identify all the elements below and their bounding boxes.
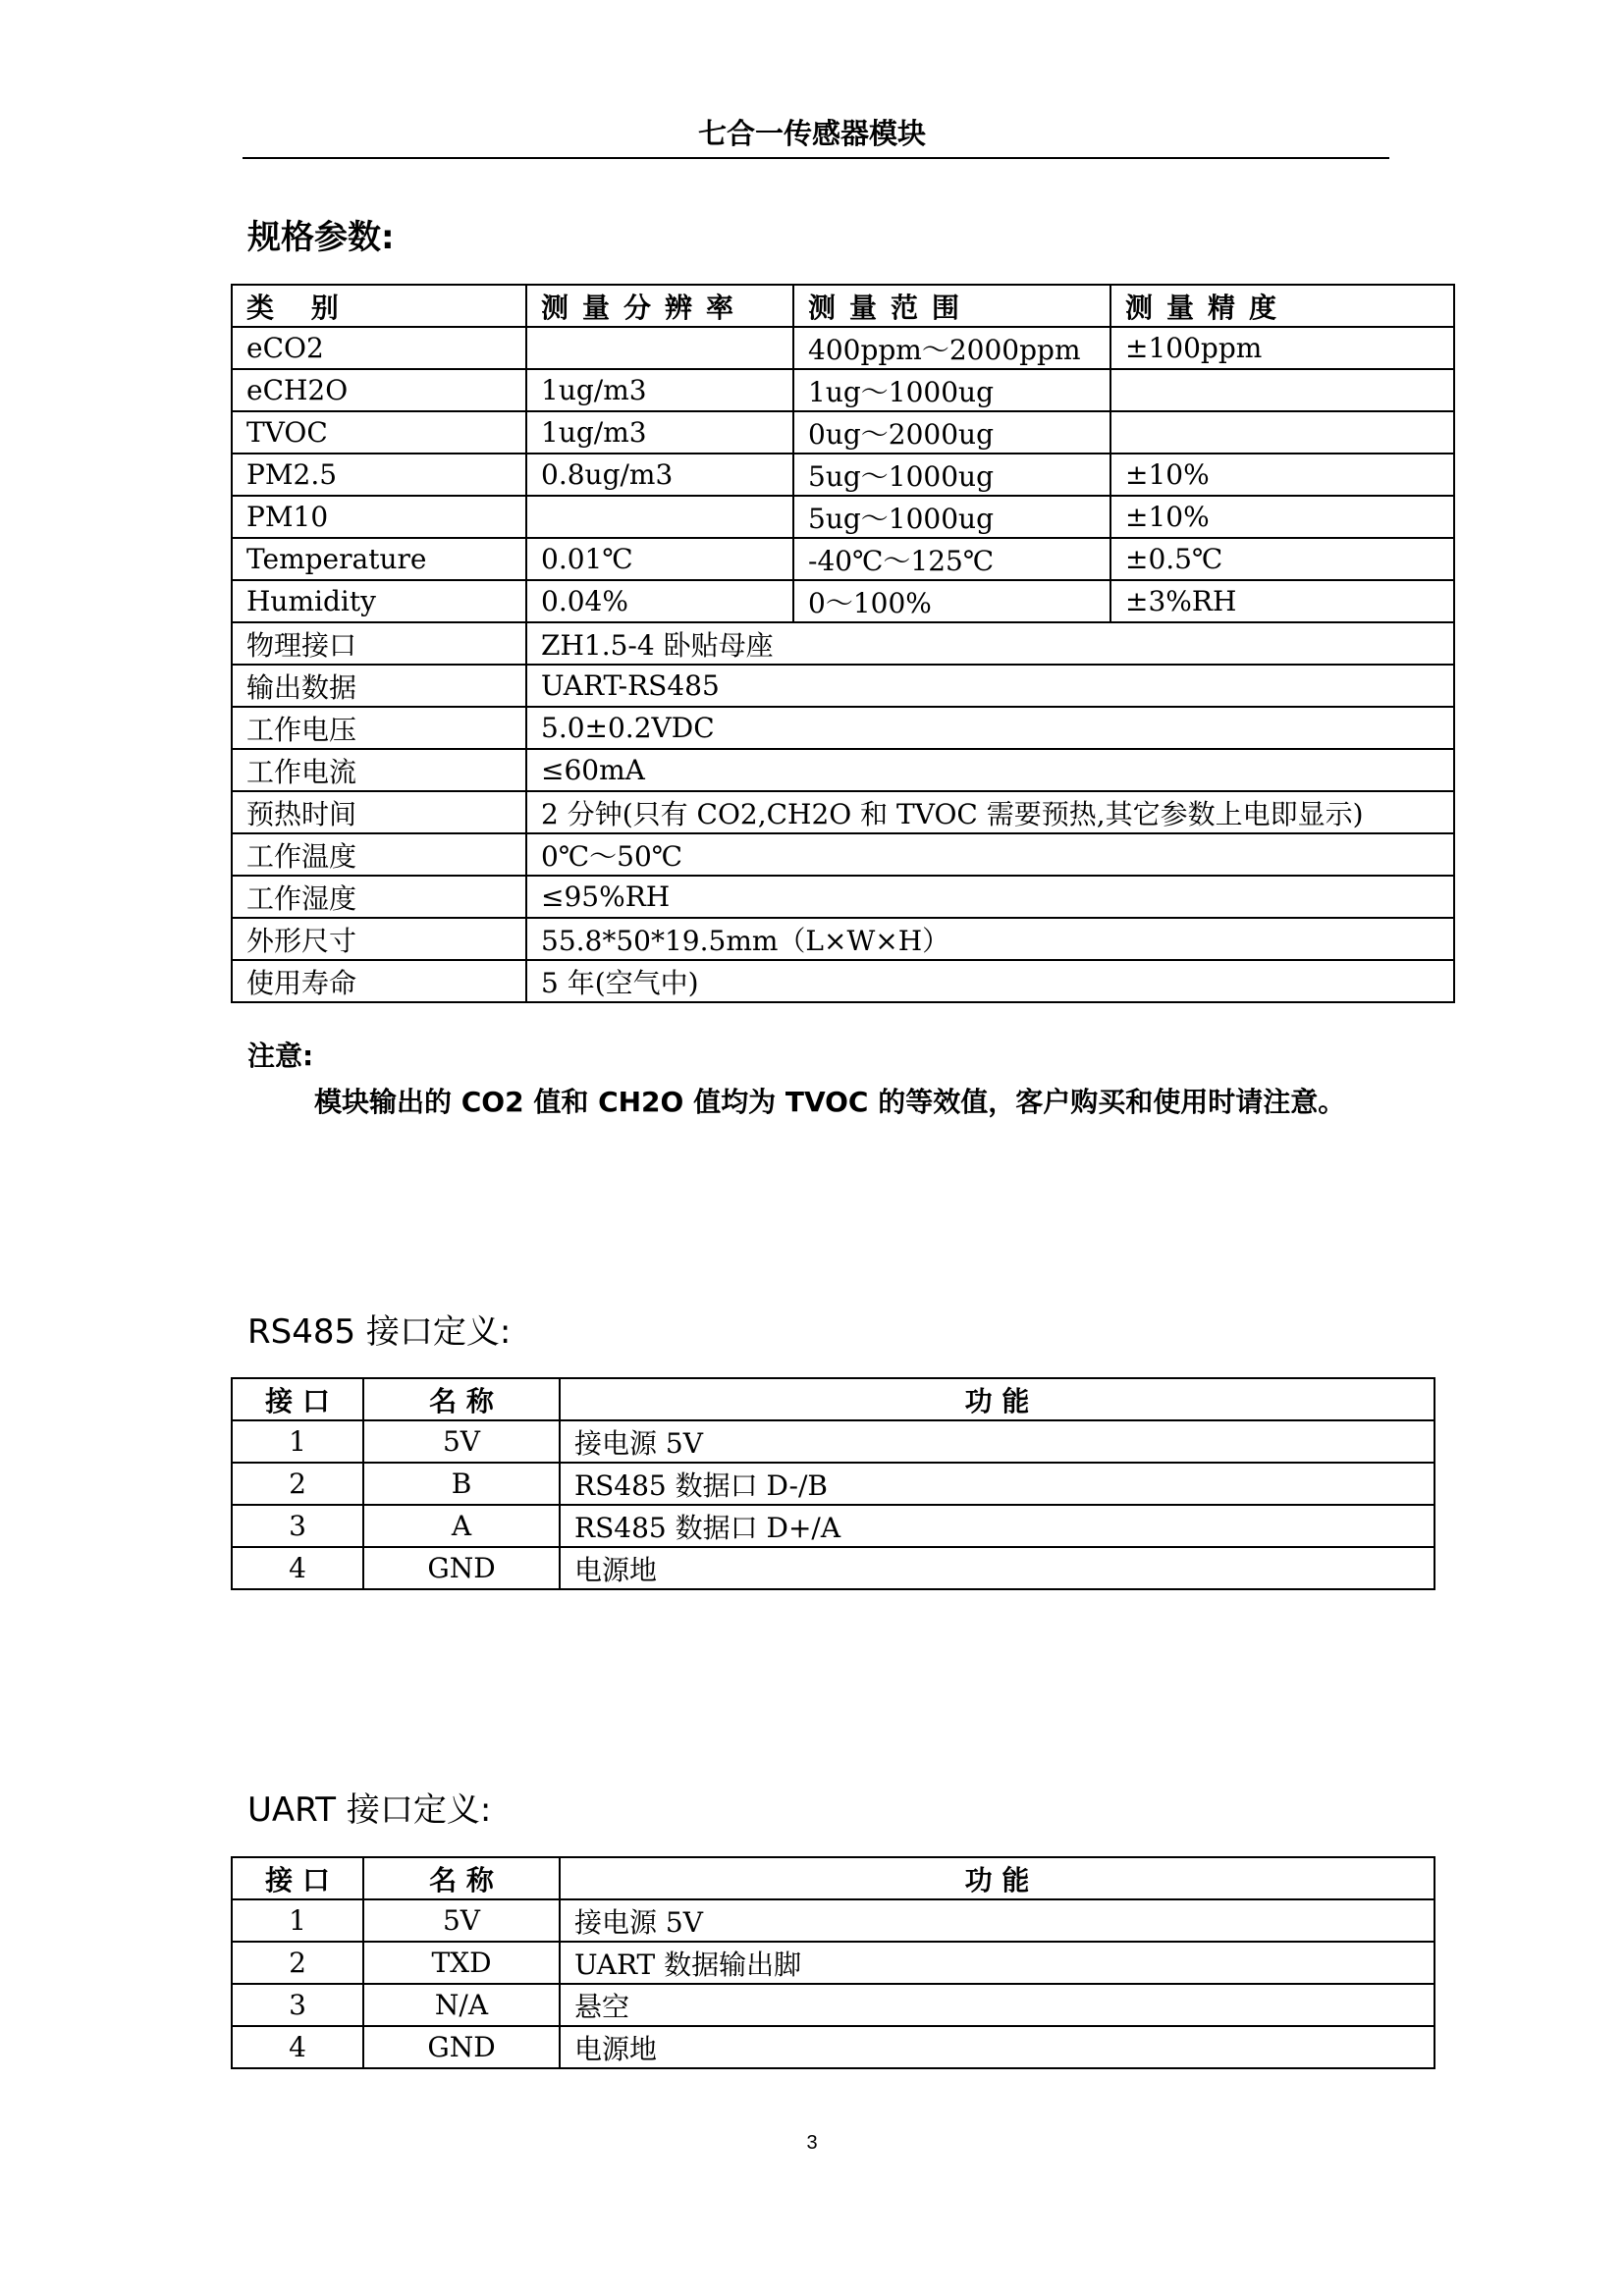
uart-col-name: 名 称 (363, 1857, 560, 1899)
table-cell: RS485 数据口 D-/B (560, 1463, 1435, 1505)
table-cell: RS485 数据口 D+/A (560, 1505, 1435, 1547)
table-row (232, 918, 1454, 960)
table-cell: ±3%RH (1110, 580, 1454, 622)
table-row (232, 1420, 1435, 1463)
rs485-table (231, 1377, 1435, 1590)
table-row (232, 1899, 1435, 1942)
table-cell (1110, 411, 1454, 454)
table-cell: Temperature (232, 538, 526, 580)
table-cell: 400ppm～2000ppm (793, 327, 1110, 369)
rs485-col-function: 功 能 (560, 1378, 1435, 1420)
specs-col-resolution: 测量分辨率 (526, 285, 793, 327)
table-row (232, 665, 1454, 707)
table-cell: ≤60mA (526, 749, 1454, 791)
table-cell: 0.8ug/m3 (526, 454, 793, 496)
table-row (232, 1547, 1435, 1589)
table-cell: ±100ppm (1110, 327, 1454, 369)
table-cell: 工作电压 (232, 707, 526, 749)
table-row (232, 496, 1454, 538)
table-cell: 5ug～1000ug (793, 496, 1110, 538)
table-row (232, 411, 1454, 454)
table-cell: 0.01℃ (526, 538, 793, 580)
table-cell: GND (363, 1547, 560, 1589)
table-cell: GND (363, 2026, 560, 2068)
table-row (232, 1463, 1435, 1505)
table-cell: Humidity (232, 580, 526, 622)
uart-col-function: 功 能 (560, 1857, 1435, 1899)
table-cell: 物理接口 (232, 622, 526, 665)
table-cell: 0.04% (526, 580, 793, 622)
table-row (232, 833, 1454, 876)
rs485-col-pin: 接 口 (232, 1378, 363, 1420)
specs-col-accuracy: 测量精度 (1110, 285, 1454, 327)
table-cell: 悬空 (560, 1984, 1435, 2026)
table-cell: 3 (232, 1984, 363, 2026)
table-row (232, 749, 1454, 791)
table-cell (1110, 369, 1454, 411)
table-cell: 1 (232, 1899, 363, 1942)
page-number: 3 (806, 2132, 818, 2154)
specs-table (231, 284, 1455, 1003)
table-cell: TXD (363, 1942, 560, 1984)
table-cell: 3 (232, 1505, 363, 1547)
table-cell: A (363, 1505, 560, 1547)
table-cell: 接电源 5V (560, 1899, 1435, 1942)
table-row (232, 960, 1454, 1002)
table-cell: 0～100% (793, 580, 1110, 622)
table-row (232, 327, 1454, 369)
table-cell: 0℃～50℃ (526, 833, 1454, 876)
specs-col-category: 类 别 (232, 285, 526, 327)
table-cell (526, 496, 793, 538)
table-row (232, 454, 1454, 496)
specs-header-row (232, 285, 1454, 327)
table-cell: 1 (232, 1420, 363, 1463)
note-label: 注意: (247, 1040, 314, 1072)
table-cell: eCO2 (232, 327, 526, 369)
table-cell: 1ug～1000ug (793, 369, 1110, 411)
table-cell: ZH1.5-4 卧贴母座 (526, 622, 1454, 665)
table-cell: 工作电流 (232, 749, 526, 791)
table-cell: 输出数据 (232, 665, 526, 707)
table-cell: 使用寿命 (232, 960, 526, 1002)
table-cell: UART 数据输出脚 (560, 1942, 1435, 1984)
table-row (232, 580, 1454, 622)
table-cell: 2 (232, 1463, 363, 1505)
note-text: 模块输出的 CO2 值和 CH2O 值均为 TVOC 的等效值，客户购买和使用时请注意。 (314, 1086, 1346, 1118)
table-row (232, 538, 1454, 580)
table-cell: -40℃～125℃ (793, 538, 1110, 580)
table-cell: 55.8*50*19.5mm（L×W×H） (526, 918, 1454, 960)
table-cell: ≤95%RH (526, 876, 1454, 918)
table-cell: 4 (232, 1547, 363, 1589)
table-cell: ±0.5℃ (1110, 538, 1454, 580)
table-row (232, 622, 1454, 665)
table-cell: 外形尺寸 (232, 918, 526, 960)
rs485-col-name: 名 称 (363, 1378, 560, 1420)
rs485-header-row (232, 1378, 1435, 1420)
table-row (232, 1505, 1435, 1547)
table-cell: 4 (232, 2026, 363, 2068)
specs-section-title: 规格参数: (247, 218, 395, 257)
table-cell: ±10% (1110, 496, 1454, 538)
table-cell: UART-RS485 (526, 665, 1454, 707)
table-cell: 5V (363, 1899, 560, 1942)
table-cell: N/A (363, 1984, 560, 2026)
table-row (232, 2026, 1435, 2068)
page-header-title: 七合一传感器模块 (697, 117, 926, 150)
table-cell: 电源地 (560, 1547, 1435, 1589)
table-cell: 工作温度 (232, 833, 526, 876)
table-cell: 电源地 (560, 2026, 1435, 2068)
table-cell: TVOC (232, 411, 526, 454)
table-row (232, 1984, 1435, 2026)
header-divider (243, 157, 1389, 159)
uart-col-pin: 接 口 (232, 1857, 363, 1899)
table-row (232, 707, 1454, 749)
rs485-section-title: RS485 接口定义: (247, 1312, 512, 1352)
table-cell: 2 (232, 1942, 363, 1984)
table-cell: 5ug～1000ug (793, 454, 1110, 496)
table-row (232, 876, 1454, 918)
table-cell (526, 327, 793, 369)
table-cell: PM10 (232, 496, 526, 538)
table-cell: PM2.5 (232, 454, 526, 496)
table-cell: 0ug～2000ug (793, 411, 1110, 454)
table-cell: 接电源 5V (560, 1420, 1435, 1463)
table-cell: 1ug/m3 (526, 411, 793, 454)
uart-table (231, 1856, 1435, 2069)
table-cell: 5V (363, 1420, 560, 1463)
table-cell: 5 年(空气中) (526, 960, 1454, 1002)
table-row (232, 1942, 1435, 1984)
table-cell: 5.0±0.2VDC (526, 707, 1454, 749)
table-cell: 1ug/m3 (526, 369, 793, 411)
table-cell: B (363, 1463, 560, 1505)
table-cell: ±10% (1110, 454, 1454, 496)
table-cell: 工作湿度 (232, 876, 526, 918)
uart-section-title: UART 接口定义: (247, 1790, 492, 1830)
table-cell: 预热时间 (232, 791, 526, 833)
specs-col-range: 测量范围 (793, 285, 1110, 327)
table-row (232, 791, 1454, 833)
uart-header-row (232, 1857, 1435, 1899)
table-cell: eCH2O (232, 369, 526, 411)
table-cell: 2 分钟(只有 CO2,CH2O 和 TVOC 需要预热,其它参数上电即显示) (526, 791, 1454, 833)
table-row (232, 369, 1454, 411)
